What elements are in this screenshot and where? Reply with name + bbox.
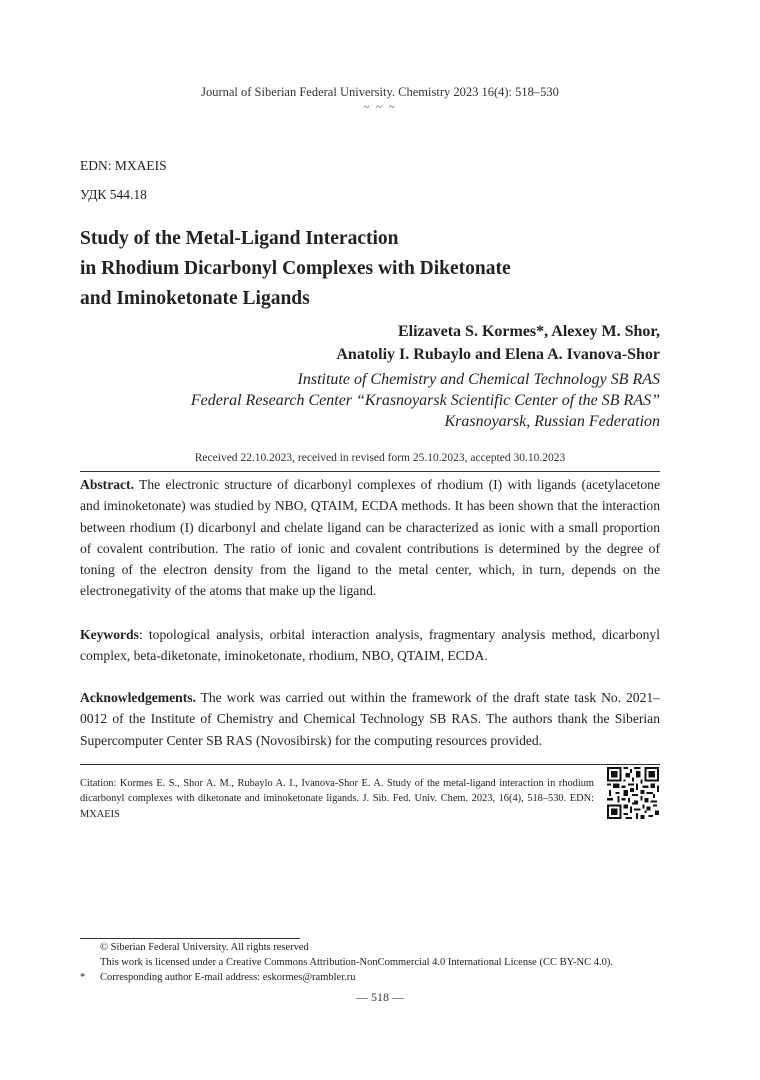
title-line: in Rhodium Dicarbonyl Complexes with Diketonate: [80, 258, 511, 279]
acknowledgements-text: The work was carried out within the framework of the draft state task No. 2021–0012 of the Institute of Chemistry and Chemical Technology SB RAS. The authors thank the Siberian Supercomputer Center SB RAS (Novosibirsk) for the computing resources provided.: [80, 690, 660, 748]
abstract-text: The electronic structure of dicarbonyl complexes of rhodium (I) with ligands (acetylacetone and iminoketonate) was studied by NBO, QTAIM, ECDA methods. It has been shown that the interaction between rhodium (I) dicarbonyl and chelate ligand can be characterized as ionic with a small proportion of covalent contribution. The ratio of ionic and covalent contributions is determined by the degree of toning of the electron density from the ligand to the metal center, which, in turn, depends on the electronegativity of the atoms that make up the ligand.: [80, 477, 660, 599]
title-line: Study of the Metal-Ligand Interaction: [80, 228, 399, 249]
divider: [80, 471, 660, 472]
abstract: [80, 474, 660, 602]
authors-line: Anatoliy I. Rubaylo and Elena A. Ivanova-Shor: [336, 346, 660, 363]
keywords-label: Keywords: [80, 627, 139, 642]
affiliation-line: Krasnoyarsk, Russian Federation: [444, 413, 660, 430]
header-ornament: ~ ~ ~: [363, 101, 397, 113]
page-number: — 518 —: [356, 990, 404, 1004]
authors: [336, 320, 660, 366]
corresponding-author-note: Corresponding author E-mail address: eskormes@rambler.ru: [100, 972, 356, 983]
keywords-text: : topological analysis, orbital interaction analysis, fragmentary analysis method, dicarbonyl complex, beta-diketonate, iminoketonate, rhodium, NBO, QTAIM, ECDA.: [80, 627, 660, 664]
acknowledgements-label: Acknowledgements.: [80, 690, 196, 705]
license-note: This work is licensed under a Creative Commons Attribution-NonCommercial 4.0 International License (CC BY-NC 4.0).: [100, 957, 613, 968]
divider: [80, 764, 660, 765]
udk-line: УДК 544.18: [80, 187, 147, 202]
received-dates: Received 22.10.2023, received in revised form 25.10.2023, accepted 30.10.2023: [194, 452, 566, 464]
qr-code-icon[interactable]: [607, 767, 659, 819]
footnote-marker: *: [80, 972, 86, 983]
authors-line: Elizaveta S. Kormes*, Alexey M. Shor,: [397, 323, 660, 340]
affiliation: [191, 369, 660, 432]
edn-line: EDN: MXAEIS: [80, 158, 167, 173]
citation: Citation: Kormes E. S., Shor A. M., Rubaylo A. I., Ivanova-Shor E. A. Study of the metal-ligand interaction in rhodium dicarbonyl complexes with diketonate and iminoketonate ligands. J. Sib. Fed. Univ. Chem. 2023, 16(4), 518–530. EDN: MXAEIS: [80, 778, 594, 820]
journal-header: Journal of Siberian Federal University. Chemistry 2023 16(4): 518–530: [201, 85, 559, 99]
title-line: and Iminoketonate Ligands: [80, 288, 310, 309]
affiliation-line: Federal Research Center “Krasnoyarsk Scientific Center of the SB RAS”: [190, 392, 660, 409]
footnote-divider: [80, 938, 300, 939]
acknowledgements: [80, 687, 660, 751]
keywords: [80, 624, 660, 667]
affiliation-line: Institute of Chemistry and Chemical Technology SB RAS: [297, 371, 660, 388]
copyright-note: © Siberian Federal University. All rights reserved: [100, 942, 309, 953]
abstract-label: Abstract.: [80, 477, 134, 492]
article-title: [80, 224, 511, 314]
